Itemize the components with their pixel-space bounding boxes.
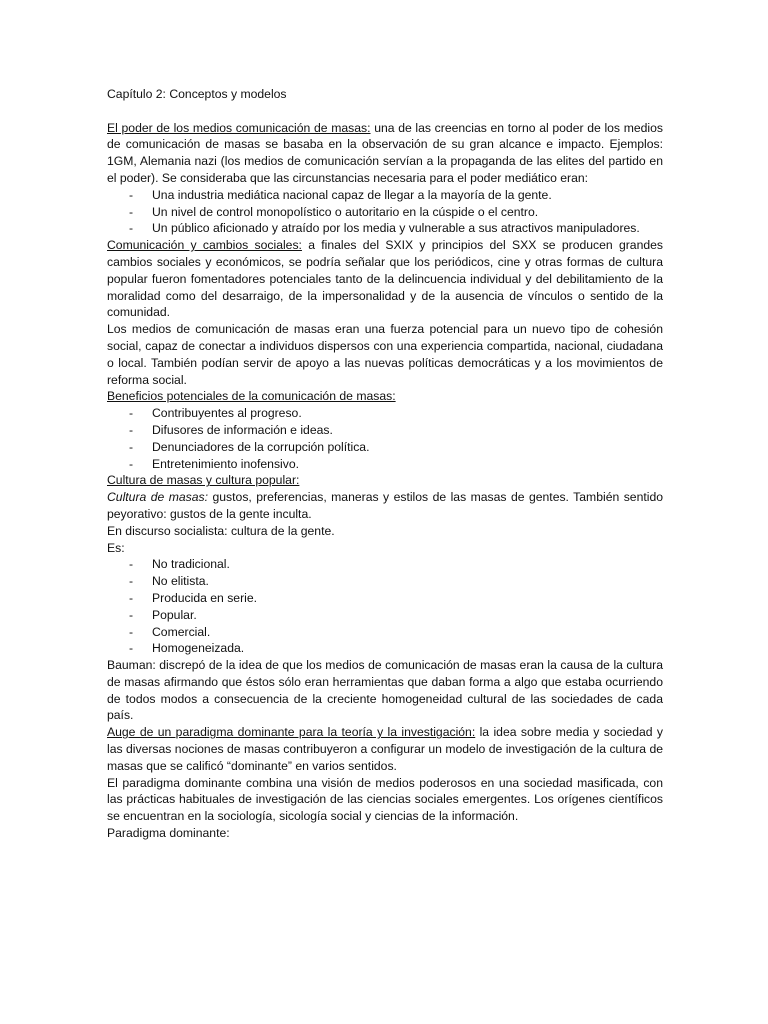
document-page [107, 86, 663, 842]
section-heading: Beneficios potenciales de la comunicación de masas: [107, 389, 396, 404]
bullet-dash: - [129, 456, 134, 471]
list-item-text: Un público aficionado y atraído por los media y vulnerable a sus atractivos manipuladores. [152, 221, 640, 236]
section-heading: Comunicación y cambios sociales: [107, 238, 302, 253]
bullet-dash: - [129, 187, 134, 202]
section-benefits [107, 388, 663, 405]
bullet-dash: - [129, 221, 134, 236]
section-heading: Cultura de masas y cultura popular: [107, 473, 300, 488]
paragraph-text: gustos, preferencias, maneras y estilos de las masas de gentes. También sentido peyorativo: gustos de la gente inculta. [107, 490, 663, 521]
list-item-text: No elitista. [152, 574, 209, 589]
term: Cultura de masas: [107, 490, 209, 505]
paragraph-text: una de las creencias en torno al poder de los medios de comunicación de masas se basaba en la observación de su gran alcance e impacto. Ejemplos: 1GM, Alemania nazi (los medios de comunicación servían a la propaganda de las elites del partido en el poder). Se consideraba que las circunstancias necesaria para el poder mediático eran: [107, 120, 663, 185]
section-media-power [107, 120, 663, 187]
list-item [107, 640, 663, 657]
list-item-text: Popular. [152, 607, 197, 622]
list-item [107, 187, 663, 204]
list-item-text: Un nivel de control monopolístico o autoritario en la cúspide o el centro. [152, 204, 539, 219]
list-item [107, 456, 663, 473]
list-item-text: Denunciadores de la corrupción política. [152, 439, 370, 454]
list-item-text: Contribuyentes al progreso. [152, 406, 302, 421]
paragraph: En discurso socialista: cultura de la gente. [107, 523, 335, 538]
section-mass-culture [107, 472, 663, 489]
list-item-text: Homogeneizada. [152, 641, 245, 656]
conditions-list [107, 187, 663, 237]
chapter-title: Capítulo 2: Conceptos y modelos [107, 87, 287, 101]
list-item [107, 556, 663, 573]
bullet-dash: - [129, 204, 134, 219]
list-item-text: No tradicional. [152, 557, 230, 572]
bullet-dash: - [129, 590, 134, 605]
paragraph-text: a finales del SXIX y principios del SXX se producen grandes cambios sociales y económicos, se podría señalar que los periódicos, cine y otras formas de cultura popular fueron fomentadores potenciales tanto de la delincuencia individual y del debilitamiento de la moralidad como del desarraigo, de la impersonalidad y de la ausencia de vínculos o sentido de la comunidad. [107, 238, 663, 320]
bullet-dash: - [129, 406, 134, 421]
list-item [107, 607, 663, 624]
paragraph-text: la idea sobre media y sociedad y las diversas nociones de masas contribuyeron a configurar un modelo de investigación de la cultura de masas que se calificó “dominante” en varios sentidos. [107, 725, 663, 773]
section-social-change [107, 237, 663, 321]
list-item-text: Producida en serie. [152, 590, 258, 605]
paragraph: Paradigma dominante: [107, 826, 230, 841]
list-item-text: Una industria mediática nacional capaz de llegar a la mayoría de la gente. [152, 187, 552, 202]
paragraph: Los medios de comunicación de masas eran una fuerza potencial para un nuevo tipo de cohesión social, capaz de conectar a individuos dispersos con una experiencia compartida, nacional, ciudadana o local. También podían servir de apoyo a las nuevas políticas democráticas y a los movimientos de reforma social. [107, 322, 663, 387]
list-item [107, 220, 663, 237]
section-heading: Auge de un paradigma dominante para la teoría y la investigación: [107, 725, 476, 740]
bullet-dash: - [129, 439, 134, 454]
list-item [107, 405, 663, 422]
paragraph [107, 489, 663, 523]
list-item [107, 439, 663, 456]
list-item-text: Entretenimiento inofensivo. [152, 456, 300, 471]
traits-list [107, 556, 663, 657]
bullet-dash: - [129, 422, 134, 437]
paragraph: Bauman: discrepó de la idea de que los medios de comunicación de masas eran la causa de la cultura de masas afirmando que éstos sólo eran herramientas que daban forma a algo que estaba ocurriendo de todos modos a consecuencia de la creciente homogeneidad cultural de las sociedades de cada país. [107, 658, 663, 723]
list-item [107, 590, 663, 607]
bullet-dash: - [129, 607, 134, 622]
list-item-text: Comercial. [152, 624, 211, 639]
paragraph: Es: [107, 540, 125, 555]
bullet-dash: - [129, 641, 134, 656]
benefits-list [107, 405, 663, 472]
list-item [107, 573, 663, 590]
list-item [107, 624, 663, 641]
section-heading: El poder de los medios comunicación de masas: [107, 120, 371, 135]
section-dominant-paradigm [107, 724, 663, 774]
bullet-dash: - [129, 624, 134, 639]
list-item [107, 204, 663, 221]
paragraph: El paradigma dominante combina una visión de medios poderosos en una sociedad masificada, con las prácticas habituales de investigación de las ciencias sociales emergentes. Los orígenes científicos se encuentran en la sociología, sicología social y ciencias de la información. [107, 775, 663, 824]
bullet-dash: - [129, 557, 134, 572]
list-item-text: Difusores de información e ideas. [152, 422, 333, 437]
list-item [107, 422, 663, 439]
bullet-dash: - [129, 574, 134, 589]
